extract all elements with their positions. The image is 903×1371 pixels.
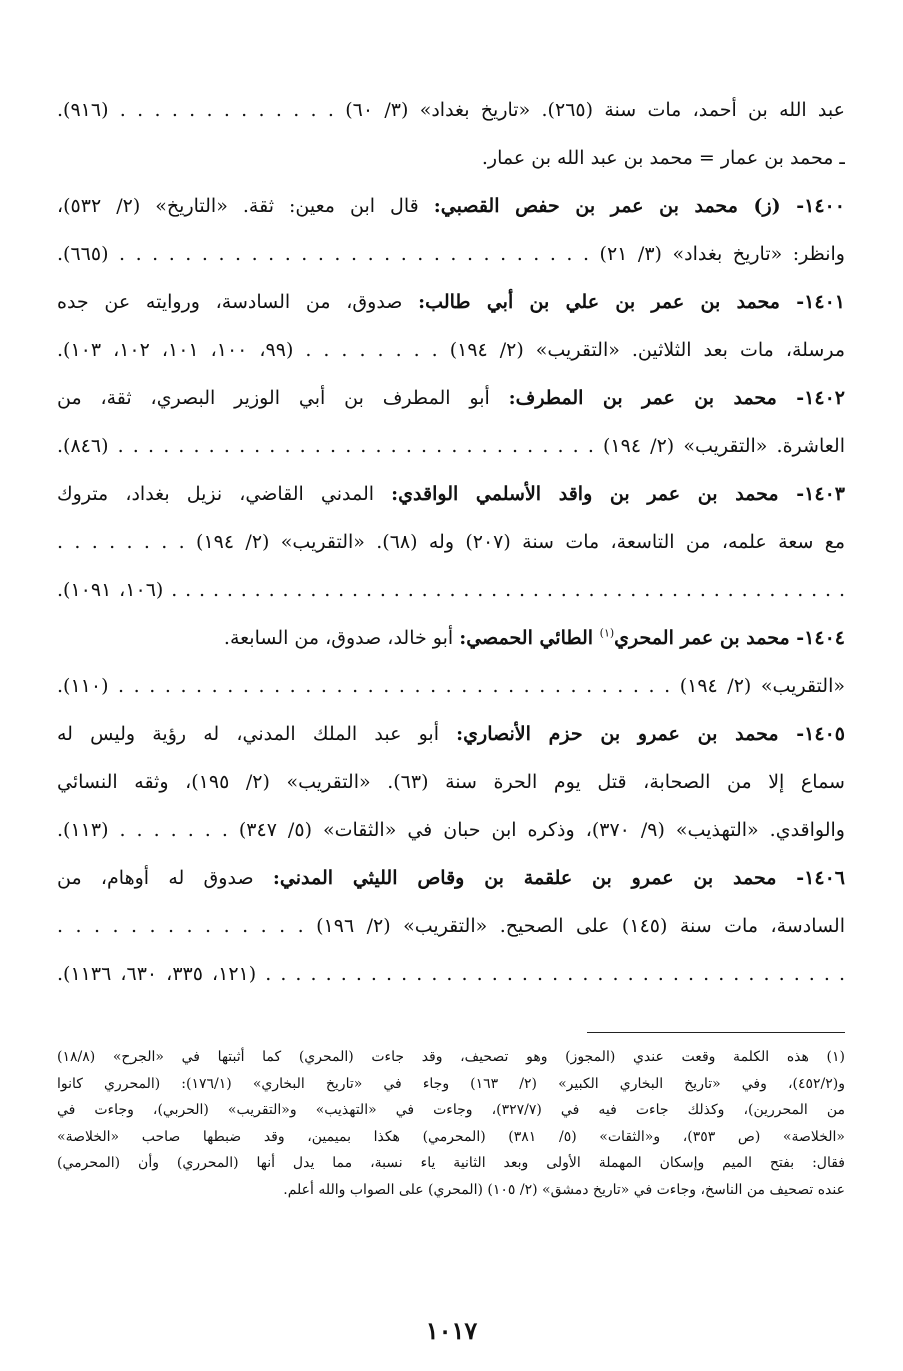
footnotes — [57, 1044, 845, 1203]
footnote-line: فقال: بفتح الميم وإسكان المهملة الأولى وبعد الثانية ياء نسبة، مما يدل أنها (المحرري) وأن (المحرمي) — [57, 1155, 845, 1171]
entry-heading: محمد بن عمر بن علي بن أبي طالب: — [418, 291, 780, 313]
entry-number: ١٤٠١- — [779, 291, 845, 313]
text-line: مع سعة علمه، من التاسعة، مات سنة (٢٠٧) وله (٦٨). «التقريب» (٢/ ١٩٤) . . . . . . . . — [57, 531, 845, 553]
entry-1400 — [57, 182, 845, 230]
entry-text: صدوق، من السادسة، وروايته عن جده — [57, 291, 419, 313]
entry-heading: محمد بن عمرو بن حزم الأنصاري: — [456, 723, 779, 745]
footnote-line: (١) هذه الكلمة وقعت عندي (المجوز) وهو تصحيف، وقد جاءت (المحري) كما أثبتها في «الجرح» (١٨/٨) — [57, 1049, 845, 1065]
text-line: عبد الله بن أحمد، مات سنة (٢٦٥). «تاريخ بغداد» (٣/ ٦٠) . . . . . . . . . . . . . (٩١٦). — [57, 99, 845, 121]
text-line: العاشرة. «التقريب» (٢/ ١٩٤) . . . . . . . . . . . . . . . . . . . . . . . . . . . . . . . . (٨٤٦). — [57, 435, 845, 457]
entry-heading: محمد بن عمر بن واقد الأسلمي الواقدي: — [391, 483, 779, 505]
text-line: «التقريب» (٢/ ١٩٤) . . . . . . . . . . . . . . . . . . . . . . . . . . . . . . . . . . . . (١١٠). — [57, 675, 845, 697]
entry-number: ١٤٠٦- — [776, 867, 845, 889]
text-line: السادسة، مات سنة (١٤٥) على الصحيح. «التقريب» (٢/ ١٩٦) . . . . . . . . . . . . . . — [57, 915, 845, 937]
entry-heading: الطائي الحمصي: — [459, 627, 600, 649]
main-text — [57, 86, 845, 998]
footnote-line: من المحررين)، وكذلك جاءت فيه في (٣٢٧/٧)، وجاءت في «التهذيب» و«التقريب» (الحربي)، وجاءت في — [57, 1102, 845, 1118]
entry-heading: محمد بن عمر بن المطرف: — [508, 387, 777, 409]
entry-1405 — [57, 710, 845, 758]
entry-text: أبو المطرف بن أبي الوزير البصري، ثقة، من — [57, 387, 509, 409]
entry-number: ١٤٠٣- — [778, 483, 845, 505]
footnote-marker: (١) — [599, 626, 615, 640]
text-line: مرسلة، مات بعد الثلاثين. «التقريب» (٢/ ١٩٤) . . . . . . . . (٩٩، ١٠٠، ١٠١، ١٠٢، ١٠٣). — [57, 339, 845, 361]
entry-heading: محمد بن عمرو بن علقمة بن وقاص الليثي المدني: — [272, 867, 777, 889]
text-line: . . . . . . . . . . . . . . . . . . . . . . . . . . . . . . . . . . . . . . . . . . . . . . . . . (١٠٦، ١٠٩١). — [57, 579, 845, 601]
entry-heading: محمد بن عمر المحري — [614, 627, 790, 649]
entry-heading: (ز) محمد بن عمر بن حفص القصبي: — [433, 195, 781, 217]
footnote-divider — [587, 1032, 845, 1033]
footnote-line: و(٤٥٢/٢)، وفي «تاريخ البخاري الكبير» (٢/ ١٦٣) وجاء في «تاريخ البخاري» (١٧٦/١): (المحرري كانوا — [57, 1075, 845, 1092]
text-line: ـ محمد بن عمار = محمد بن عبد الله بن عمار. — [481, 147, 845, 169]
text-line: سماع إلا من الصحابة، قتل يوم الحرة سنة (٦٣). «التقريب» (٢/ ١٩٥)، وثقه النسائي — [57, 771, 845, 793]
entry-text: أبو عبد الملك المدني، له رؤية وليس له — [57, 723, 457, 745]
entry-text: صدوق له أوهام، من — [57, 867, 273, 889]
footnote-line: «الخلاصة» (ص ٣٥٣)، و«الثقات» (٥/ ٣٨١) (المحرمي) هكذا بميمين، وقد ضبطها صاحب «الخلاصة» — [57, 1128, 845, 1145]
entry-text: قال ابن معين: ثقة. «التاريخ» (٢/ ٥٣٢)، — [57, 195, 434, 217]
entry-number: ١٤٠٥- — [778, 723, 845, 745]
entry-1402 — [57, 374, 845, 422]
footnote-line: عنده تصحيف من الناسخ، وجاءت في «تاريخ دمشق» (٢/ ١٠٥) (المحري) على الصواب والله أعلم. — [283, 1181, 845, 1198]
entry-text: المدني القاضي، نزيل بغداد، متروك — [57, 483, 392, 505]
entry-1403 — [57, 470, 845, 518]
entry-number: ١٤٠٠- — [780, 195, 845, 217]
entry-1406 — [57, 854, 845, 902]
text-line: والواقدي. «التهذيب» (٩/ ٣٧٠)، وذكره ابن حبان في «الثقات» (٥/ ٣٤٧) . . . . . . . (١١٣). — [57, 819, 845, 841]
entry-1401 — [57, 278, 845, 326]
entry-1404 — [57, 614, 845, 662]
entry-number: ١٤٠٢- — [776, 387, 845, 409]
entry-text: أبو خالد، صدوق، من السابعة. — [223, 627, 460, 649]
page-number: ١٠١٧ — [425, 1316, 478, 1345]
text-line: . . . . . . . . . . . . . . . . . . . . . . . . . . . . . . . . . . . . . . . (١٢١، ٣٣٥، ٦٣٠، ١١٣٦). — [57, 963, 845, 985]
entry-number: ١٤٠٤- — [789, 627, 845, 649]
text-line: وانظر: «تاريخ بغداد» (٣/ ٢١) . . . . . . . . . . . . . . . . . . . . . . . . . . . . . (٦٦٥). — [57, 243, 845, 265]
